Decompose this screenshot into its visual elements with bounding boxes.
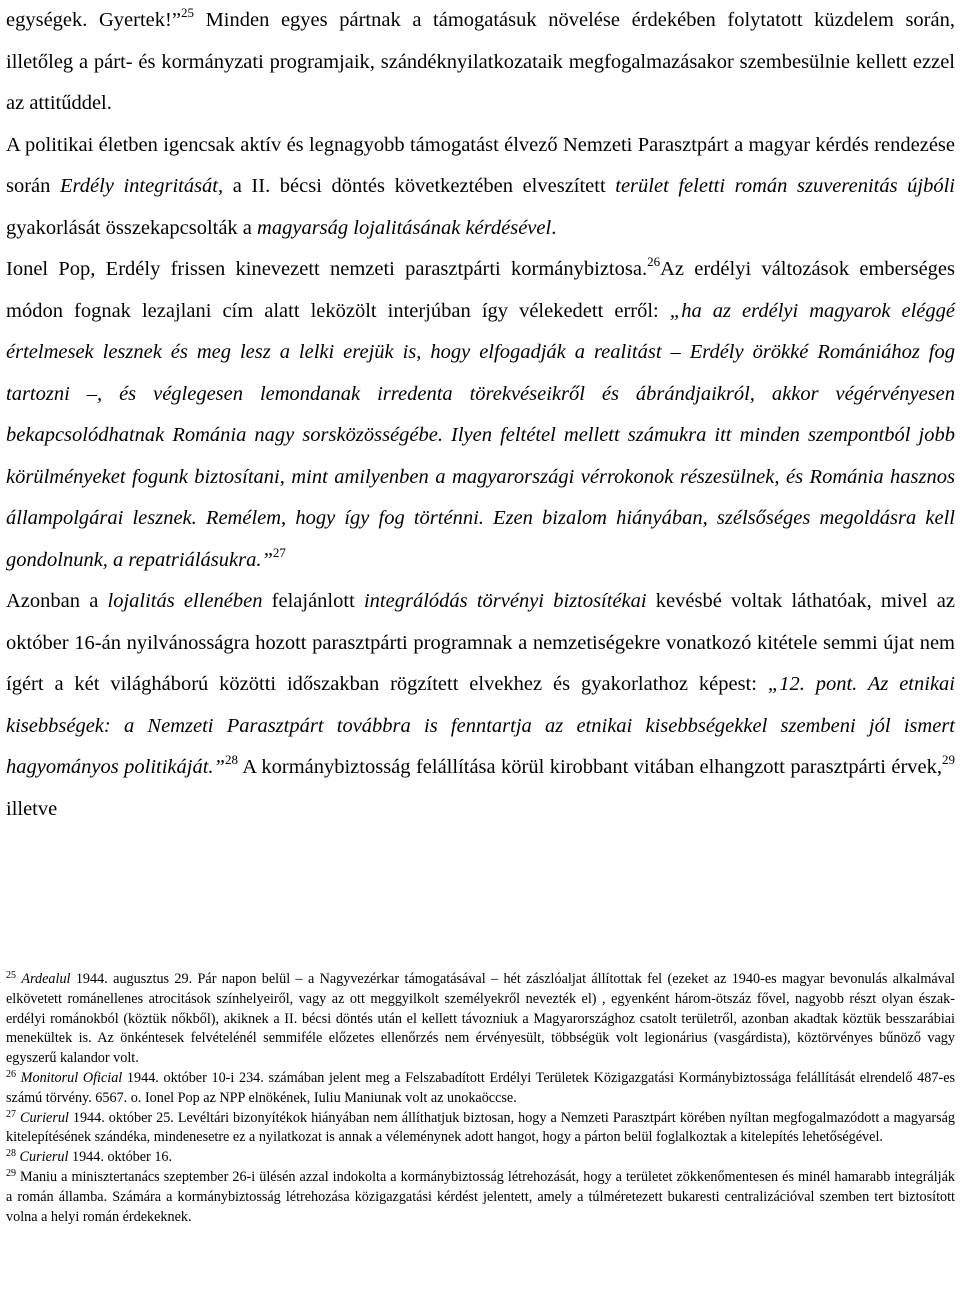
text-run: . xyxy=(551,216,557,239)
footnote-source: Curierul xyxy=(19,1149,69,1166)
italic-run: lojalitás ellenében xyxy=(107,590,263,612)
text-run: egységek. Gyertek!” xyxy=(6,9,181,31)
italic-run: integrálódás törvényi biztosítékai xyxy=(363,590,647,612)
footnote-number: 25 xyxy=(6,970,16,981)
text-run: Az erdélyi változások emberséges módon fognak lezajlani cím alatt leközölt interjúban így vélekedett erről: xyxy=(6,258,955,322)
text-run: felajánlott xyxy=(262,590,364,612)
footnote-text: Maniu a minisztertanács szeptember 26-i ülésén azzal indokolta a kormánybiztosság létrehozását, hogy a területet zökkenőmentesen és minél hamarabb integrálják a román államba. Számára a kormánybiztosság létrehozása közigazgatási kérdést jelentett, amely a túlméretezett bukaresti centralizációval szemben tert biztosított volna a helyi román érdekeknek. xyxy=(6,1168,955,1225)
footnote-text: 1944. augusztus 29. Pár napon belül – a Nagyvezérkar támogatásával – hét zászlóaljat állítottak fel (ezeket az 1940-es magyar bevonulás alkalmával elkövetett románellenes atrocitások színhelyeiről, vagy az ott meggyilkolt személyekről nevezték el) , egyenként három-ötszáz fővel, nagyobb részt olyan észak-erdélyi románokból (köztük nőkből), akiknek a II. bécsi döntés után el kellett távozniuk a Magyarországhoz csatolt területről, azonban akadtak köztük besszarábiai menekültek is. Az önkéntesek felvételénél semmiféle előzetes ellenőrzés nem érvényesült, többségük volt legionárius (vasgárdista), köztörvényes bűnöző vagy egyszerű kalandor volt. xyxy=(6,971,955,1067)
footnote-ref-26[interactable]: 26 xyxy=(647,254,661,269)
footnote-text: 1944. október 25. Levéltári bizonyítékok hiányában nem állíthatjuk biztosan, hogy a Nemzeti Parasztpárt körében nyíltan megfogalmazódott a magyarság kitelepítésének szándéka, mindenesetre ez a nyilatkozat is annak a véleménynek adott hangot, hogy a párton belül foglalkoztak a kitelepítés lehetőségével. xyxy=(6,1109,956,1146)
footnote-source: Ardealul xyxy=(21,971,71,987)
footnote-26 xyxy=(6,1069,955,1109)
text-run: Minden egyes pártnak a támogatásuk növelése érdekében folytatott küzdelem során, illetőleg a párt- és kormányzati programjaik, szándéknyilatkozataik megfogalmazásakor szembesülnie kellett ezzel az attitűddel. xyxy=(6,9,955,114)
text-run: A kormánybiztosság felállítása körül kirobbant vitában elhangzott parasztpárti érvek, xyxy=(237,756,943,778)
footnote-number: 27 xyxy=(6,1108,16,1120)
italic-run: Erdély integritását xyxy=(60,175,219,197)
footnote-28 xyxy=(6,1148,955,1168)
footnote-27 xyxy=(6,1109,955,1149)
footnote-number: 28 xyxy=(6,1148,16,1160)
footnote-text: 1944. október 10-i 234. számában jelent meg a Felszabadított Erdélyi Területek Közigazgatási Kormánybiztossága felállítását elrendelő 487-es számú törvény. 6567. o. Ionel Pop az NPP elnökének, Iuliu Maniunak volt az unokaöccse. xyxy=(6,1069,956,1106)
text-run: illetve xyxy=(6,797,58,820)
text-run: Azonban a xyxy=(6,590,108,612)
text-run: Ionel Pop, Erdély frissen kinevezett nemzeti parasztpárti kormánybiztosa. xyxy=(6,258,648,280)
paragraph-4 xyxy=(6,581,955,830)
italic-run: magyarság lojalitásának kérdésével xyxy=(257,216,552,239)
paragraph-3 xyxy=(6,249,955,581)
footnote-source: Monitorul Oficial xyxy=(20,1069,123,1086)
text-run: , a II. bécsi döntés következtében elveszített xyxy=(218,175,616,197)
paragraph-2 xyxy=(6,125,955,250)
paragraph-1 xyxy=(6,0,955,125)
footnote-ref-29[interactable]: 29 xyxy=(942,752,956,767)
footnote-number: 26 xyxy=(6,1068,16,1080)
footnote-text: 1944. október 16. xyxy=(68,1149,173,1166)
document-body xyxy=(6,0,955,830)
footnote-ref-28[interactable]: 28 xyxy=(224,752,238,767)
text-run: gyakorlását összekapcsolták a xyxy=(6,216,258,239)
footnotes xyxy=(6,970,955,1227)
footnote-29 xyxy=(6,1168,955,1227)
text-run: A politikai életben igencsak aktív és legnagyobb támogatást élvező Nemzeti Parasztpárt a magyar kérdés rendezése során xyxy=(6,133,955,197)
footnote-ref-25[interactable]: 25 xyxy=(180,5,194,20)
footnote-25 xyxy=(6,970,955,1069)
quote-italic: „12. pont. Az etnikai kisebbségek: a Nemzeti Parasztpárt továbbra is fenntartja az etnikai kisebbségekkel szembeni jól ismert hagyományos politikáját.” xyxy=(6,673,955,778)
footnote-number: 29 xyxy=(6,1167,16,1179)
italic-run: terület feletti román szuverenitás újbóli xyxy=(615,175,956,197)
footnote-source: Curierul xyxy=(20,1109,69,1126)
text-run: kevésbé voltak láthatóak, mivel az október 16-án nyilvánosságra hozott parasztpárti programnak a nemzetiségekre vonatkozó kitétele semmi újat nem ígért a két világháború közötti időszakban rögzített elvekhez és gyakorlathoz képest: xyxy=(6,590,955,695)
quote-italic: „ha az erdélyi magyarok eléggé értelmesek lesznek és meg lesz a lelki erejük is, hogy elfogadják a realitást – Erdély örökké Romániához fog tartozni –, és véglegesen lemondanak irredenta törekvéseikről és ábrándjaikról, akkor végérvényesen bekapcsolódhatnak Románia nagy sorsközösségébe. Ilyen feltétel mellett számukra itt minden szempontból jobb körülményeket fogunk biztosítani, mint amilyenben a magyarországi vérrokonok részesülnek, és Románia hasznos állampolgárai lesznek. Remélem, hogy így fog történni. Ezen bizalom hiányában, szélsőséges megoldásra kell gondolnunk, a repatriálásukra.” xyxy=(6,299,955,571)
footnote-ref-27[interactable]: 27 xyxy=(272,544,286,560)
